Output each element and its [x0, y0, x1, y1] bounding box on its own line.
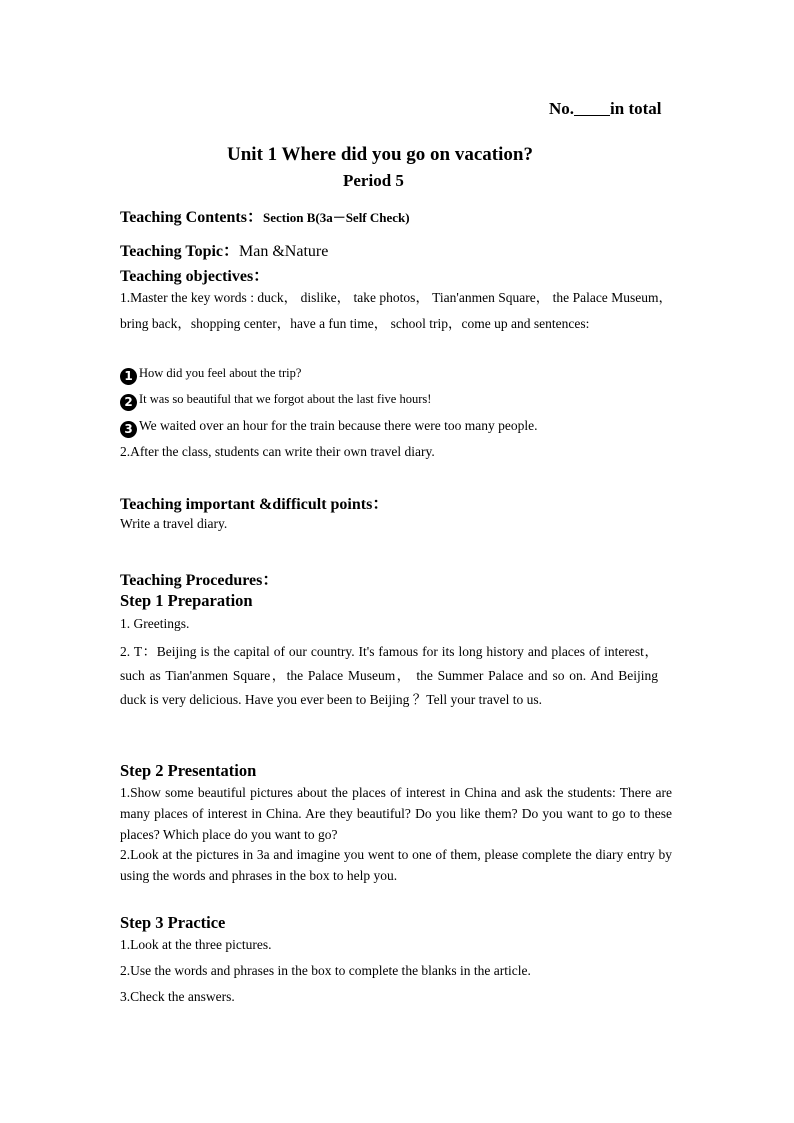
step1-item1: 1. Greetings. — [120, 616, 190, 631]
sentence-1-text: How did you feel about the trip? — [139, 366, 302, 380]
teaching-topic — [120, 238, 328, 261]
step2-title: Step 2 Presentation — [120, 761, 257, 780]
sentence-3 — [120, 418, 538, 438]
points-label: Teaching important &difficult points： — [120, 496, 389, 513]
teaching-contents — [120, 204, 410, 227]
sentence-1 — [120, 366, 301, 385]
sentence-2 — [120, 392, 431, 411]
teaching-objectives-label: Teaching objectives： — [120, 268, 270, 285]
teaching-topic-label: Teaching Topic： — [120, 243, 240, 260]
step3-item3: 3.Check the answers. — [120, 989, 235, 1004]
step3-item1: 1.Look at the three pictures. — [120, 937, 272, 952]
number-3-icon: 3 — [120, 421, 137, 438]
points-text: Write a travel diary. — [120, 516, 228, 531]
no-label: No. — [549, 99, 575, 118]
teaching-topic-value: Man &Nature — [239, 243, 329, 260]
step2-item2: 2.Look at the pictures in 3a and imagine you went to one of them, please complete the diary entry by using the words and phrases in the box to help you. — [120, 847, 672, 883]
period-label: Period 5 — [343, 171, 404, 190]
teaching-contents-label: Teaching Contents： — [120, 209, 263, 226]
teaching-contents-value: Section B(3a－Self Check) — [263, 210, 410, 225]
step3-item2: 2.Use the words and phrases in the box to complete the blanks in the article. — [120, 963, 531, 978]
objective-2: 2.After the class, students can write their own travel diary. — [120, 444, 435, 459]
number-1-icon: 1 — [120, 368, 137, 385]
step1-item2: 2. T：Beijing is the capital of our country. It's famous for its long history and places of interest， such as Tian'anmen Square，the Palace Museum， the Summer Palace and so on. And Beijing duck is very delicious. Have you ever been to Beijing ？Tell your travel to us. — [120, 644, 658, 707]
step2-item1: 1.Show some beautiful pictures about the places of interest in China and ask the students: There are many places of interest in China. Are they beautiful? Do you like them? Do you want to go to these places? Which place do you want to go? — [120, 785, 672, 842]
number-blank — [574, 101, 610, 116]
objective-1: 1.Master the key words : duck， dislike， take photos， Tian'anmen Square， the Palace Museum， bring back，shopping center，have a fun time， school trip，come up and sentences: — [120, 290, 672, 331]
page-title: Unit 1 Where did you go on vacation? — [227, 144, 533, 165]
in-total-label: in total — [610, 99, 662, 118]
number-2-icon: 2 — [120, 394, 137, 411]
lesson-number-header — [549, 99, 662, 119]
step3-title: Step 3 Practice — [120, 913, 226, 932]
procedures-label: Teaching Procedures： — [120, 572, 279, 589]
sentence-2-text: It was so beautiful that we forgot about the last five hours! — [139, 392, 432, 406]
sentence-3-text: We waited over an hour for the train because there were too many people. — [139, 418, 538, 433]
step1-title: Step 1 Preparation — [120, 591, 253, 610]
